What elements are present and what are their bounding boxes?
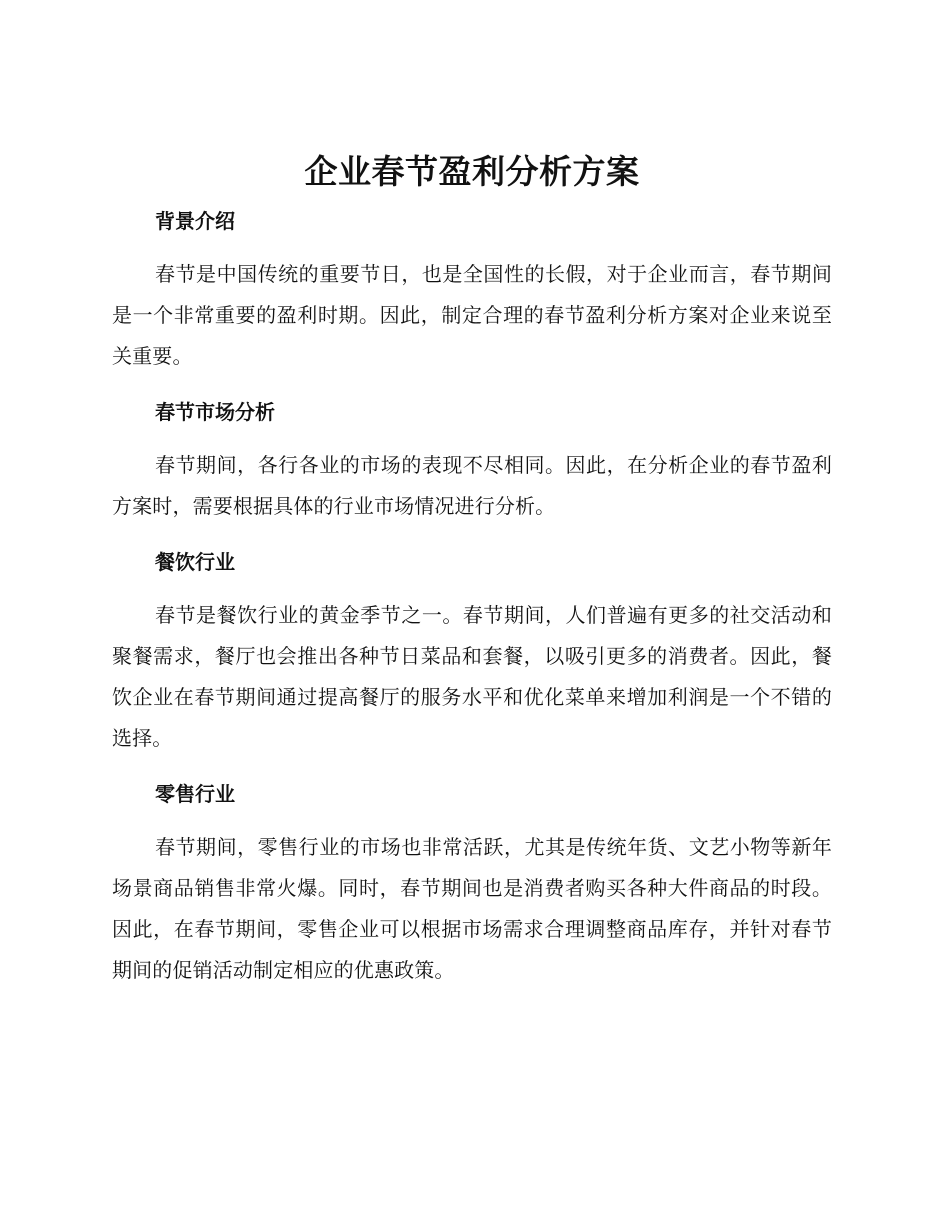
document-title: 企业春节盈利分析方案 xyxy=(304,152,640,191)
section-paragraph: 春节是餐饮行业的黄金季节之一。春节期间，人们普遍有更多的社交活动和聚餐需求，餐厅也会推出各种节日菜品和套餐，以吸引更多的消费者。因此，餐饮企业在春节期间通过提高餐厅的服务水平和优化菜单来增加利润是一个不错的选择。 xyxy=(112,603,832,750)
section-retail xyxy=(112,771,832,991)
section-market-analysis xyxy=(112,389,832,539)
section-heading: 零售行业 xyxy=(155,782,235,806)
section-heading: 背景介绍 xyxy=(155,209,235,233)
document-body xyxy=(112,198,832,991)
section-paragraph: 春节期间，各行各业的市场的表现不尽相同。因此，在分析企业的春节盈利方案时，需要根据具体的行业市场情况进行分析。 xyxy=(112,453,832,518)
section-paragraph: 春节期间，零售行业的市场也非常活跃，尤其是传统年货、文艺小物等新年场景商品销售非常火爆。同时，春节期间也是消费者购买各种大件商品的时段。因此，在春节期间，零售企业可以根据市场需求合理调整商品库存，并针对春节期间的促销活动制定相应的优惠政策。 xyxy=(112,835,832,982)
section-catering xyxy=(112,539,832,771)
section-heading: 春节市场分析 xyxy=(155,400,275,424)
section-paragraph: 春节是中国传统的重要节日，也是全国性的长假，对于企业而言，春节期间是一个非常重要的盈利时期。因此，制定合理的春节盈利分析方案对企业来说至关重要。 xyxy=(112,262,832,368)
section-heading: 餐饮行业 xyxy=(155,550,235,574)
section-background xyxy=(112,198,832,389)
